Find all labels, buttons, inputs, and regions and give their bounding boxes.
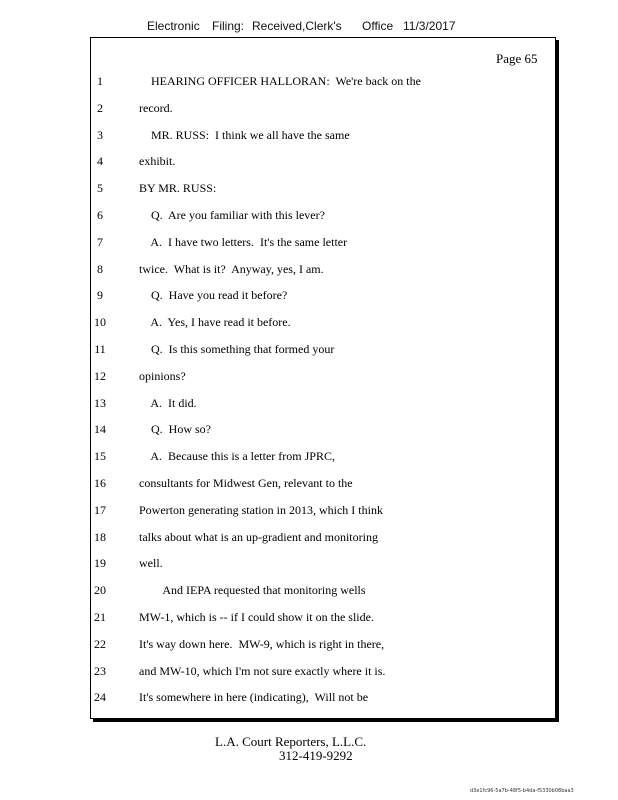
transcript-line bbox=[0, 369, 618, 389]
line-number: 21 bbox=[94, 610, 106, 624]
transcript-line bbox=[0, 74, 618, 94]
footer-phone: 312-419-9292 bbox=[279, 748, 353, 763]
line-text: MR. RUSS: I think we all have the same bbox=[139, 127, 350, 142]
line-number: 6 bbox=[97, 208, 103, 222]
header-date: 11/3/2017 bbox=[403, 19, 456, 33]
line-number: 19 bbox=[94, 556, 106, 571]
transcript-line bbox=[0, 610, 618, 630]
transcript-line bbox=[0, 476, 618, 496]
transcript-line bbox=[0, 422, 618, 442]
transcript-line bbox=[0, 690, 618, 710]
footer-company: L.A. Court Reporters, L.L.C. bbox=[215, 734, 367, 749]
transcript-line bbox=[0, 208, 618, 228]
line-text: A. I have two letters. It's the same letter bbox=[139, 234, 348, 249]
transcript-line bbox=[0, 583, 618, 603]
line-number: 3 bbox=[97, 127, 103, 142]
line-number: 1 bbox=[97, 74, 103, 88]
transcript-line bbox=[0, 556, 618, 576]
line-text: HEARING OFFICER HALLORAN: We're back on the bbox=[139, 74, 421, 88]
line-text: exhibit. bbox=[139, 154, 176, 169]
line-text: Q. Are you familiar with this lever? bbox=[139, 208, 325, 222]
line-text: well. bbox=[139, 556, 163, 571]
transcript-line bbox=[0, 396, 618, 416]
transcript-line bbox=[0, 315, 618, 335]
transcript-line bbox=[0, 101, 618, 121]
line-number: 12 bbox=[94, 368, 106, 383]
header-received: Received,Clerk's bbox=[252, 19, 342, 33]
line-number: 10 bbox=[94, 315, 106, 330]
line-number: 9 bbox=[97, 288, 103, 303]
line-number: 20 bbox=[94, 583, 106, 598]
line-number: 23 bbox=[94, 663, 106, 678]
transcript-line bbox=[0, 503, 618, 523]
page-number: Page 65 bbox=[496, 51, 538, 66]
line-number: 15 bbox=[94, 449, 106, 464]
header-electronic: Electronic bbox=[147, 19, 200, 33]
transcript-line bbox=[0, 262, 618, 282]
line-number: 13 bbox=[94, 395, 106, 410]
transcript-line bbox=[0, 637, 618, 657]
line-text: and MW-10, which I'm not sure exactly where it is. bbox=[139, 663, 386, 678]
transcript-line bbox=[0, 128, 618, 148]
line-number: 22 bbox=[94, 636, 106, 651]
line-text: It's somewhere in here (indicating), Will not be bbox=[139, 690, 369, 705]
line-text: A. Yes, I have read it before. bbox=[139, 315, 291, 330]
transcript-line bbox=[0, 288, 618, 308]
line-number: 24 bbox=[94, 690, 106, 705]
line-text: opinions? bbox=[139, 368, 186, 383]
transcript-line bbox=[0, 530, 618, 550]
transcript-line bbox=[0, 342, 618, 362]
line-number: 7 bbox=[97, 234, 103, 249]
line-text: It's way down here. MW-9, which is right in there, bbox=[139, 636, 385, 651]
line-text: consultants for Midwest Gen, relevant to the bbox=[139, 476, 353, 490]
line-number: 4 bbox=[97, 154, 103, 169]
line-text: MW-1, which is -- if I could show it on the slide. bbox=[139, 610, 374, 624]
line-number: 11 bbox=[94, 342, 106, 356]
line-text: Q. How so? bbox=[139, 422, 211, 437]
header-office: Office bbox=[362, 19, 394, 33]
line-text: Q. Is this something that formed your bbox=[139, 342, 335, 356]
line-number: 17 bbox=[94, 502, 106, 517]
line-text: A. Because this is a letter from JPRC, bbox=[139, 449, 335, 464]
line-text: talks about what is an up-gradient and monitoring bbox=[139, 529, 378, 544]
line-number: 18 bbox=[94, 529, 106, 544]
line-number: 16 bbox=[94, 476, 106, 490]
transcript-line bbox=[0, 154, 618, 174]
line-text: twice. What is it? Anyway, yes, I am. bbox=[139, 261, 324, 276]
line-text: And IEPA requested that monitoring wells bbox=[139, 583, 366, 598]
document-id: d3e1fc96-5a7b-48f5-b4da-f5330b08baa3 bbox=[470, 788, 574, 794]
header-filing: Filing: bbox=[212, 19, 245, 33]
line-text: BY MR. RUSS: bbox=[139, 181, 217, 196]
line-number: 8 bbox=[97, 261, 103, 276]
transcript-line bbox=[0, 449, 618, 469]
line-text: Q. Have you read it before? bbox=[139, 288, 288, 303]
transcript-line bbox=[0, 235, 618, 255]
transcript-line bbox=[0, 664, 618, 684]
line-number: 14 bbox=[94, 422, 106, 437]
line-text: record. bbox=[139, 100, 173, 115]
line-number: 5 bbox=[97, 181, 103, 196]
transcript-line bbox=[0, 181, 618, 201]
line-number: 2 bbox=[97, 100, 103, 115]
line-text: A. It did. bbox=[139, 395, 197, 410]
line-text: Powerton generating station in 2013, which I think bbox=[139, 502, 383, 517]
